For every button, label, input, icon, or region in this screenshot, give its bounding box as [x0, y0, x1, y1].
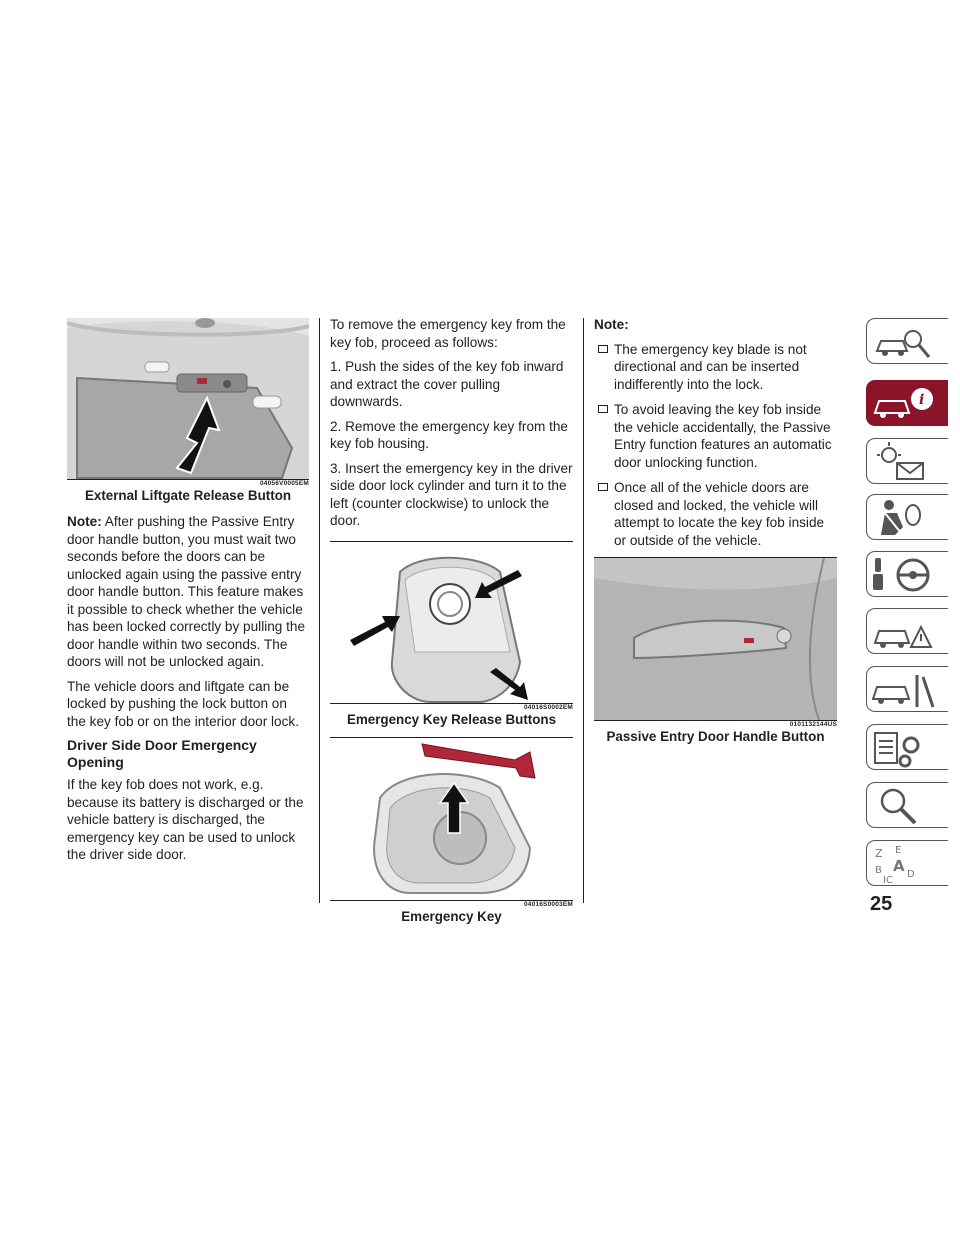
body-paragraph: The vehicle doors and liftgate can be locked by pushing the lock button on the key fob or on the interior door lock. — [67, 678, 299, 729]
car-maintenance-icon — [867, 667, 948, 712]
steering-wheel-icon — [867, 552, 948, 597]
checkbox-bullet-icon — [598, 345, 608, 353]
bullet-item — [594, 341, 837, 394]
section-heading: Driver Side Door Emergency Opening — [67, 737, 257, 770]
figure-code: 04016S0002EM — [523, 703, 573, 711]
airbag-seatbelt-icon — [867, 495, 948, 540]
note-paragraph — [67, 513, 309, 671]
note-text: After pushing the Passive Entry door handle button, you must wait two seconds before the doors can be unlocked again using the passive entry door handle button. This feature makes it possible to check whether the vehicle has been locked correctly by pulling the door handle within two seconds. The doors will not be unlocked again. — [67, 514, 306, 669]
intro-paragraph: To remove the emergency key from the key fob, proceed as follows: — [330, 317, 566, 350]
svg-text:E: E — [895, 845, 902, 856]
step-1: 1. Push the sides of the key fob inward and extract the cover pulling downwards. — [330, 359, 564, 409]
svg-text:Z: Z — [875, 847, 883, 860]
key-release-buttons-figure — [330, 542, 573, 704]
tab-safety[interactable] — [866, 494, 948, 540]
bullet-item — [594, 401, 837, 471]
liftgate-release-figure — [67, 318, 309, 480]
bullet-text: To avoid leaving the key fob inside the vehicle accidentally, the Passive Entry function features an automatic door unlocking function. — [614, 402, 832, 470]
specifications-gear-icon — [867, 725, 948, 770]
checkbox-bullet-icon — [598, 483, 608, 491]
car-emergency-icon — [867, 609, 948, 654]
column-divider — [583, 318, 584, 903]
tab-car-search[interactable] — [866, 318, 948, 364]
door-handle-figure — [594, 558, 837, 720]
tab-car-info[interactable] — [866, 380, 948, 426]
figure-caption: Emergency Key Release Buttons — [346, 711, 557, 727]
column-1 — [67, 318, 309, 871]
page-number: 25 — [870, 893, 893, 915]
tab-starting-operating[interactable] — [866, 551, 948, 597]
column-3 — [594, 316, 837, 754]
note-label: Note: — [67, 514, 102, 529]
step-2: 2. Remove the emergency key from the key fob housing. — [330, 418, 568, 451]
step-3: 3. Insert the emergency key in the driver side door lock cylinder and turn it to the left (counter clockwise) to unlock the door. — [330, 460, 573, 528]
tab-emergency[interactable] — [866, 608, 948, 654]
magnifier-icon — [867, 783, 948, 828]
figure-code: 04016S0003EM — [523, 900, 573, 908]
figure-caption: Passive Entry Door Handle Button — [606, 729, 825, 744]
svg-text:D: D — [907, 869, 915, 880]
bullet-text: Once all of the vehicle doors are closed and locked, the vehicle will attempt to locate the key fob inside or outside of the vehicle. — [614, 480, 825, 548]
svg-text:i: i — [919, 392, 925, 408]
tab-specifications[interactable] — [866, 724, 948, 770]
body-paragraph: If the key fob does not work, e.g. because its battery is discharged or the vehicle battery is discharged, the emergency key can be used to unlock the driver side door. — [67, 777, 304, 862]
svg-text:B: B — [875, 865, 882, 876]
tab-warning-lights[interactable] — [866, 438, 948, 484]
svg-text:A: A — [893, 857, 905, 875]
column-divider — [319, 318, 320, 903]
car-search-icon — [867, 319, 948, 364]
figure-caption: Emergency Key — [401, 908, 502, 924]
figure-code: 04056V0005EM — [259, 480, 309, 487]
bullet-text: The emergency key blade is not directional and can be inserted indifferently into the lock. — [614, 341, 807, 392]
emergency-key-figure — [330, 738, 573, 900]
checkbox-bullet-icon — [598, 405, 608, 413]
warning-lights-message-icon — [867, 439, 948, 484]
svg-text:IC: IC — [883, 875, 893, 886]
note-label: Note: — [594, 317, 629, 332]
tab-servicing[interactable] — [866, 666, 948, 712]
figure-code: 0101132144US — [789, 721, 837, 728]
figure-caption: External Liftgate Release Button — [84, 488, 292, 503]
car-info-icon — [867, 381, 948, 426]
bullet-item — [594, 479, 837, 549]
tab-index[interactable] — [866, 840, 948, 886]
tab-search[interactable] — [866, 782, 948, 828]
alphabetical-index-icon — [867, 841, 948, 886]
column-2 — [330, 316, 573, 934]
